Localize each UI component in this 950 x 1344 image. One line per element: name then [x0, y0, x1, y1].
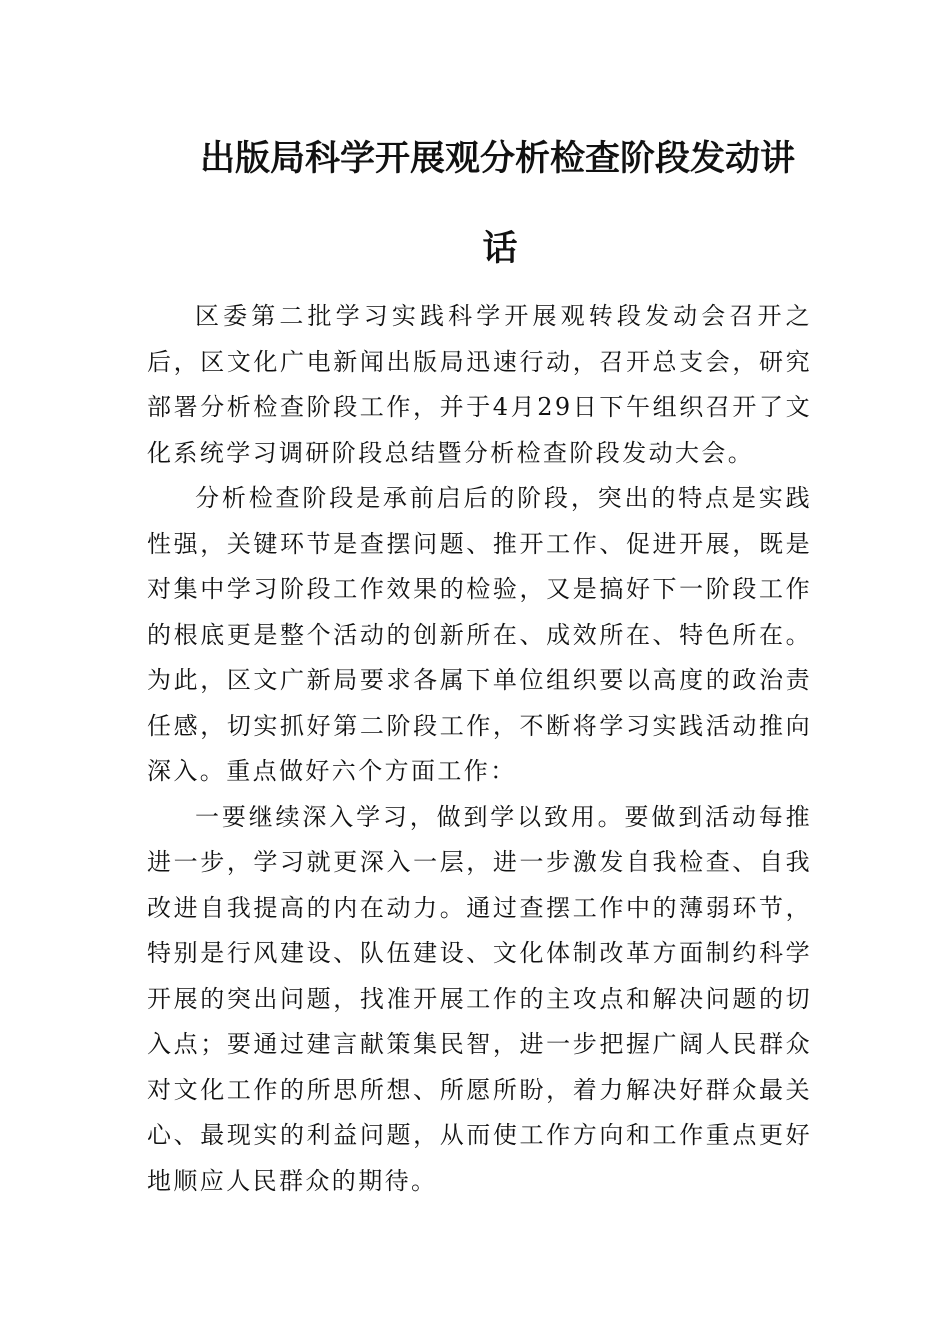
paragraph: 一要继续深入学习，做到学以致用。要做到活动每推进一步，学习就更深入一层，进一步激发自我检查、自我改进自我提高的内在动力。通过查摆工作中的薄弱环节，特别是行风建设、队伍建设、文化体制改革方面制约科学开展的突出问题，找准开展工作的主攻点和解决问题的切入点；要通过建言献策集民智，进一步把握广阔人民群众对文化工作的所思所想、所愿所盼，着力解决好群众最关心、最现实的利益问题，从而使工作方向和工作重点更好地顺应人民群众的期待。	[147, 802, 812, 1195]
paragraph: 分析检查阶段是承前启后的阶段，突出的特点是实践性强，关键环节是查摆问题、推开工作、促进开展，既是对集中学习阶段工作效果的检验，又是搞好下一阶段工作的根底更是整个活动的创新所在、成效所在、特色所在。为此，区文广新局要求各属下单位组织要以高度的政治责任感，切实抓好第二阶段工作，不断将学习实践活动推向深入。重点做好六个方面工作：	[147, 484, 812, 785]
document-body	[147, 294, 812, 1204]
document-title-continued: 话	[482, 228, 518, 269]
paragraph: 区委第二批学习实践科学开展观转段发动会召开之后，区文化广电新闻出版局迅速行动，召开总支会，研究部署分析检查阶段工作，并于4月29日下午组织召开了文化系统学习调研阶段总结暨分析检查阶段发动大会。	[147, 302, 812, 467]
document-title: 出版局科学开展观分析检查阶段发动讲	[200, 138, 796, 179]
